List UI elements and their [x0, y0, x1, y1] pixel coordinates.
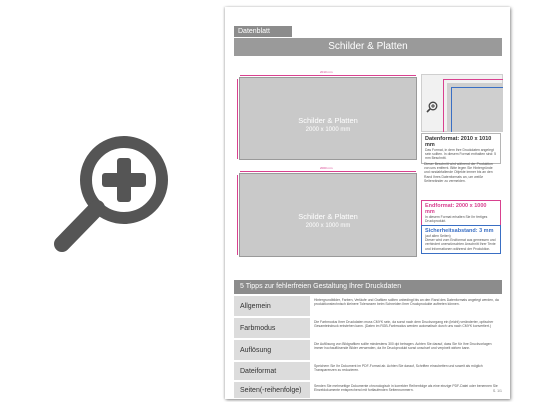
tip-label: Auflösung: [234, 340, 310, 360]
dimension-line: [237, 79, 238, 159]
tip-row: [234, 382, 502, 398]
tips-title: 5 Tipps zur fehlerfreien Gestaltung Ihrer Druckdaten: [234, 280, 502, 294]
tip-text: Die Auflösung von Bildgrafiken sollte mindestens 300 dpi betragen. Achten Sie darauf, dass Sie für Ihre Druckvorlagen immer hochauflösende Bilder verwenden, da Ihr Druckprodukt sonst unscharf und verpixelt wirken kann.: [314, 342, 492, 351]
note-heading: Sicherheitsabstand: 3 mm: [425, 228, 494, 234]
note-sicherheit: [421, 225, 501, 254]
artboard-size: 2000 x 1000 mm: [305, 223, 351, 229]
dimension-line: [240, 75, 416, 76]
corner-detail: [421, 74, 503, 132]
dimension-line: [237, 175, 238, 255]
note-text: Dieser wird vom Endformat aus gemessen und verhindert unerwünschten Anschnitt Ihrer Texte und Informationen während der Produktion.: [425, 238, 496, 251]
note-text: Dieser Beschnitt wird während der Produktion von uns entfernt. Bitte legen Sie Hintergründe und randabfallende Objekte immer bis an den Rand Ihres Datenformats an, um weiße Seitenränder zu vermeiden.: [424, 162, 493, 183]
tip-label: Dateiformat: [234, 362, 310, 380]
artboard-label: Schilder & Platten: [298, 116, 358, 125]
tip-row: [234, 296, 502, 316]
datasheet-page[interactable]: [225, 7, 510, 399]
dimension-label: 2010 mm: [320, 70, 333, 74]
tip-row: [234, 340, 502, 360]
page-number: S. 1/1: [492, 389, 502, 393]
dimension-line: [240, 171, 416, 172]
note-subheading: (auf allen Seiten): [425, 234, 451, 238]
zoom-in-icon[interactable]: [52, 134, 170, 254]
artboard-size: 2000 x 1000 mm: [305, 127, 351, 133]
tip-label: Allgemein: [234, 296, 310, 316]
note-heading: Datenformat: 2010 x 1010 mm: [425, 136, 492, 148]
zoom-in-icon: [426, 101, 438, 113]
tip-label: Seiten(-reihenfolge): [234, 382, 310, 398]
tip-text: Die Farbmodus Ihrer Druckdaten muss CMYK sein, da sonst nach dem Druckvorgang ein (leicht) veränderter, optischer Gesamteindruck entstehen kann. (Daten im RGB-Farbmodus werden automatisch durch uns nach CMYK konvertiert.): [314, 320, 494, 329]
note-text: Das Format, in dem Ihre Druckdaten angelegt sein sollten. In diesem Format enthalten sind: 5 mm Beschnitt.: [425, 148, 497, 161]
tip-label: Farbmodus: [234, 318, 310, 338]
artboard-data-format: [240, 78, 416, 159]
note-endformat: [421, 200, 501, 226]
note-text: In diesem Format erhalten Sie Ihr fertiges Druckprodukt.: [425, 215, 488, 224]
tip-row: [234, 362, 502, 380]
page-title: Schilder & Platten: [234, 38, 502, 56]
tip-text: Speichern Sie Ihr Dokument im PDF-Format ab. Achten Sie darauf, Schriften einzubetten und soweit als möglich Transparenzen zu reduzieren.: [314, 364, 483, 373]
safety-line: [451, 87, 503, 132]
note-heading: Endformat: 2000 x 1000 mm: [425, 203, 487, 215]
note-datenformat: [421, 133, 501, 164]
tip-text: Senden Sie mehrseitige Dokumente chronologisch in korrekter Reihenfolge als eine einzige PDF-Datei oder benennen Sie Einzeldokumente entsprechend mit fortlaufenden Seitennummern.: [314, 384, 498, 393]
note-beschnitt: [421, 162, 501, 183]
artboard-label: Schilder & Platten: [298, 212, 358, 221]
header-label: Datenblatt: [234, 26, 292, 37]
artboard-end-format: [240, 174, 416, 256]
tip-row: [234, 318, 502, 338]
tip-text: Hintergrundbilder, Farben, Verläufe und Grafiken sollten unbedingt bis an den Rand des Datenformats angelegt werden, da produktionstechnisch kleinere Toleranzen beim Schneiden Ihrer Druckprodukte auftreten können.: [314, 298, 499, 307]
dimension-label: 2000 mm: [320, 166, 333, 170]
